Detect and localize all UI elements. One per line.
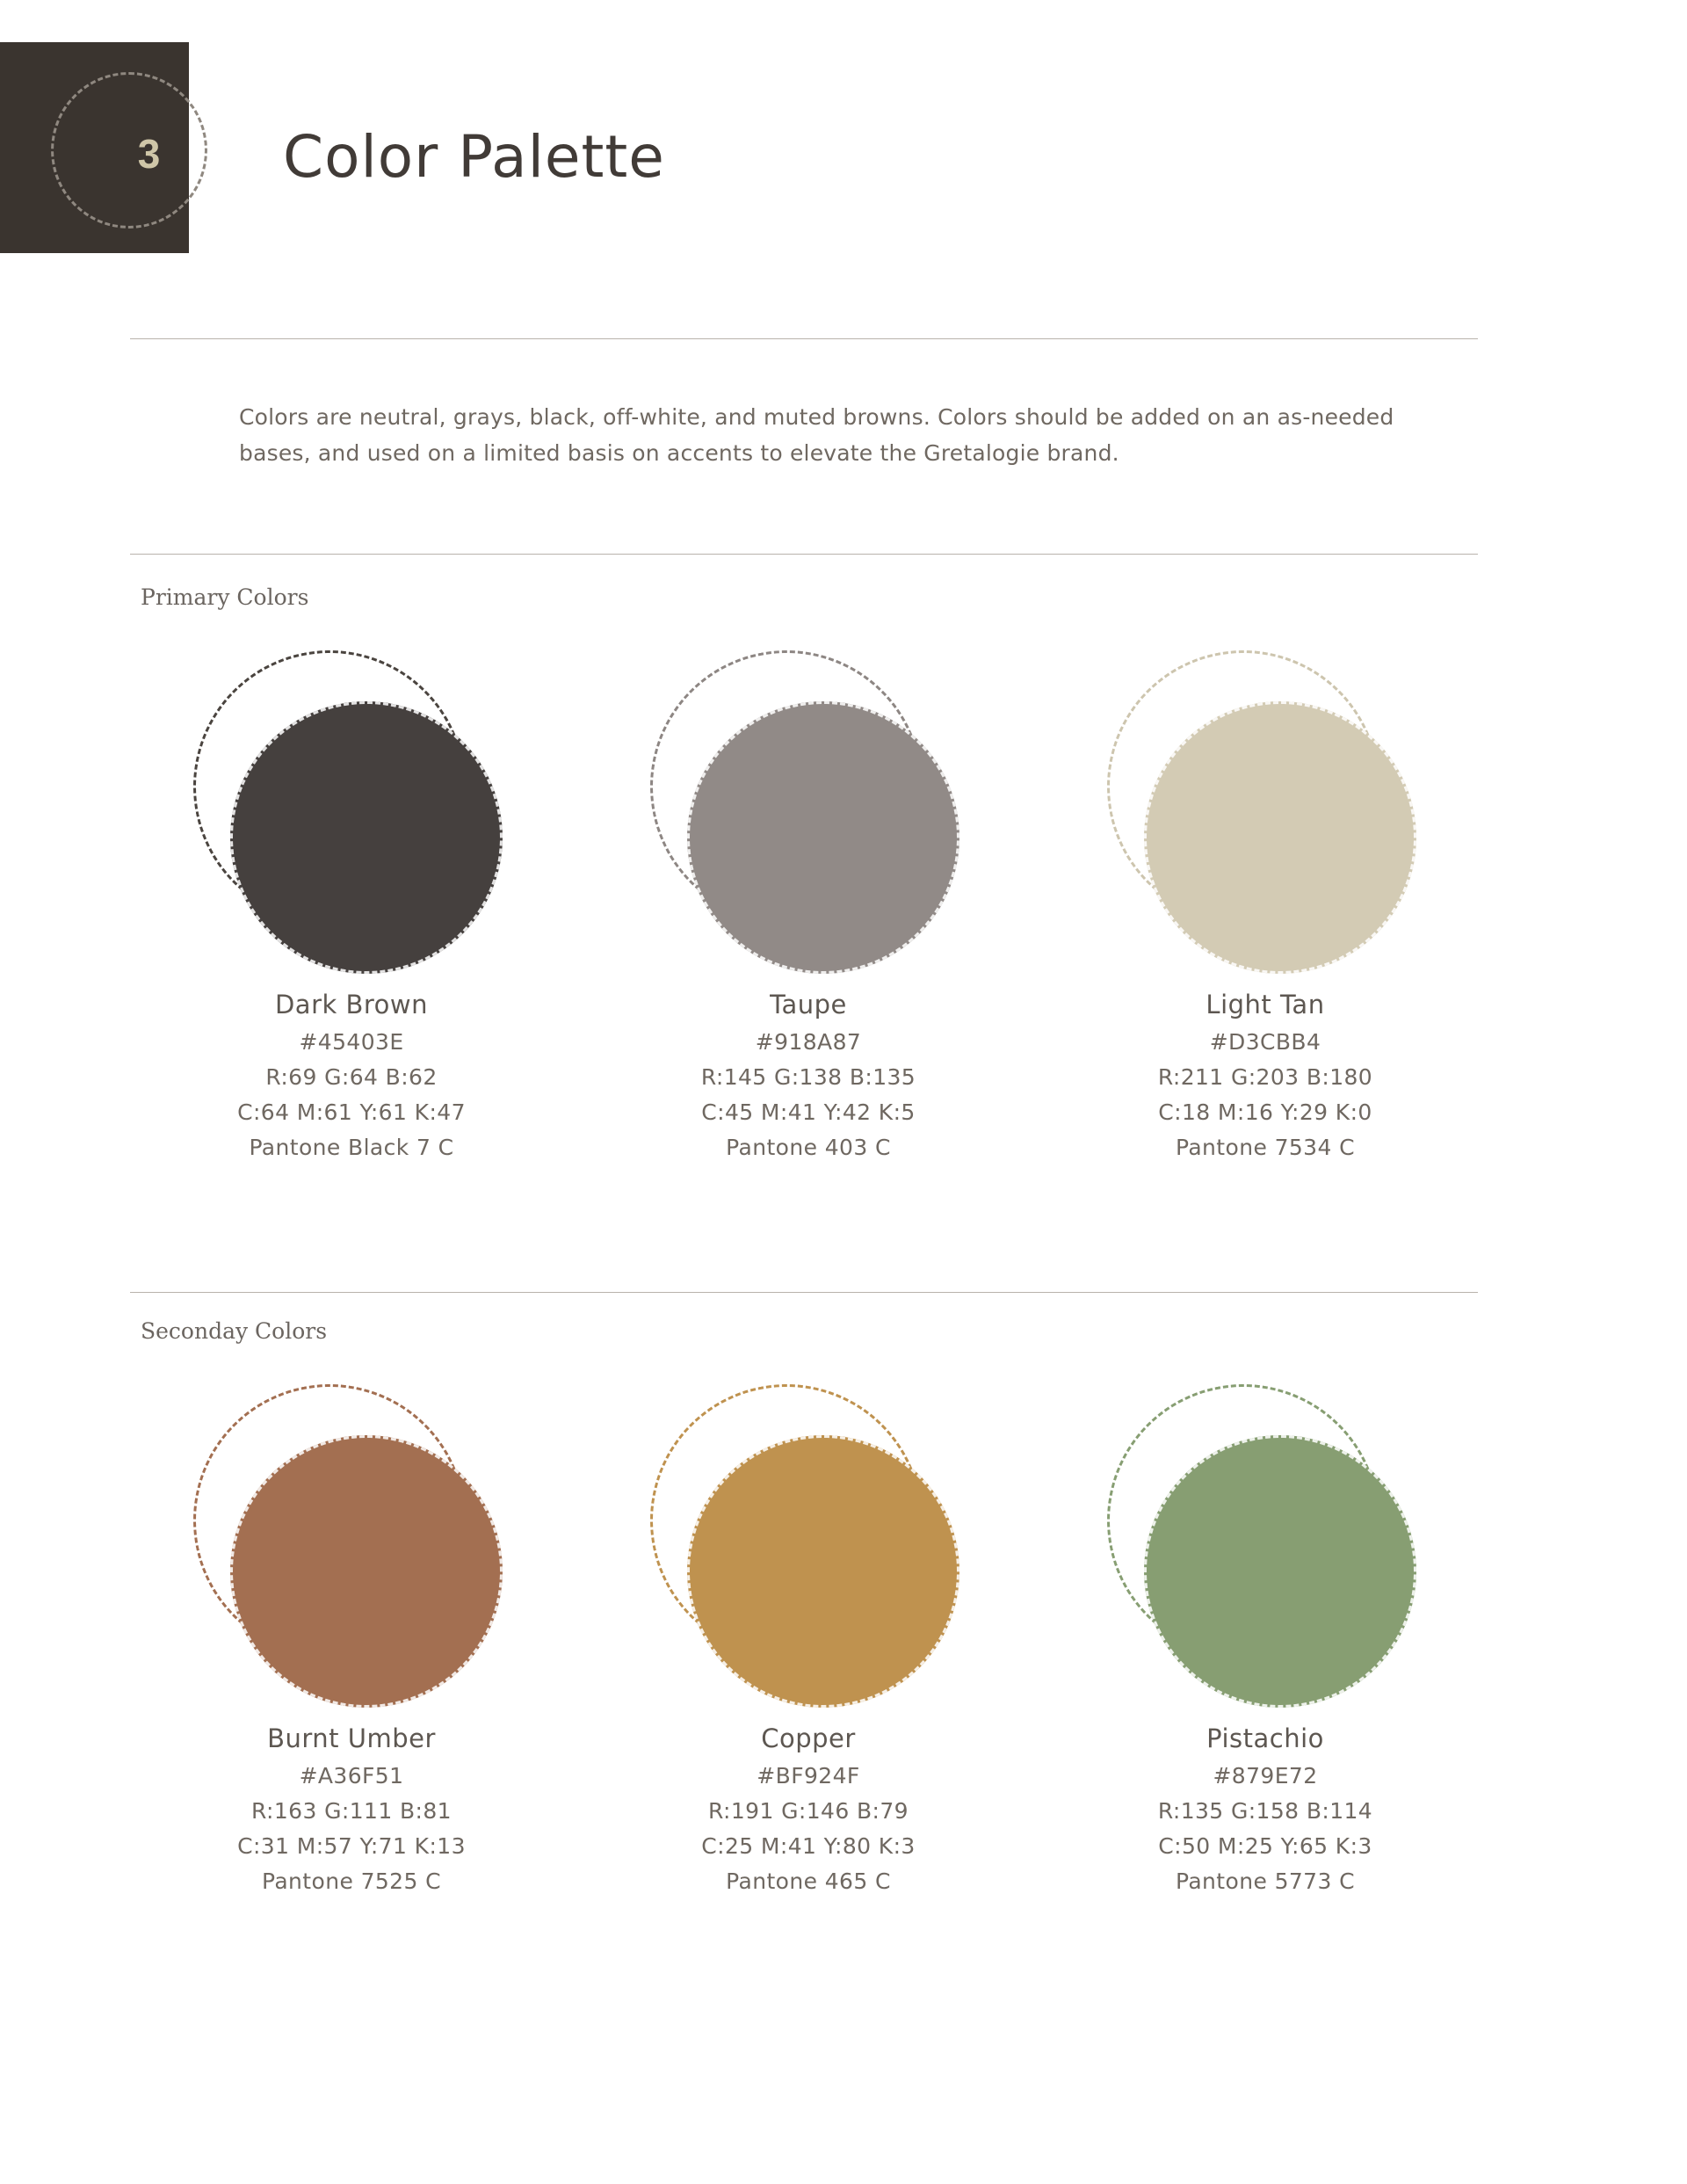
divider-secondary	[130, 1292, 1478, 1293]
color-disc	[1107, 650, 1423, 977]
divider-top	[130, 338, 1478, 339]
swatch-cmyk: C:31 M:57 Y:71 K:13	[237, 1833, 466, 1859]
swatch-pantone: Pantone Black 7 C	[249, 1135, 454, 1160]
divider-primary	[130, 554, 1478, 555]
swatch-dark-brown	[123, 650, 580, 1160]
section-number: 3	[137, 131, 162, 177]
swatch-name: Light Tan	[1206, 990, 1325, 1019]
swatch-cmyk: C:50 M:25 Y:65 K:3	[1158, 1833, 1372, 1859]
swatch-hex: #A36F51	[299, 1763, 404, 1789]
swatch-hex: #918A87	[755, 1029, 862, 1055]
swatch-rgb: R:211 G:203 B:180	[1157, 1064, 1373, 1090]
color-disc	[193, 650, 510, 977]
swatch-hex: #D3CBB4	[1209, 1029, 1321, 1055]
page-header	[0, 0, 1687, 272]
group-heading-secondary: Seconday Colors	[141, 1318, 328, 1344]
swatch-burnt-umber	[123, 1384, 580, 1894]
swatch-name: Taupe	[770, 990, 847, 1019]
color-disc	[650, 1384, 967, 1711]
swatch-rgb: R:145 G:138 B:135	[700, 1064, 916, 1090]
color-disc	[650, 650, 967, 977]
swatch-row-secondary	[123, 1384, 1494, 1894]
swatch-light-tan	[1037, 650, 1494, 1160]
swatch-cmyk: C:45 M:41 Y:42 K:5	[701, 1099, 916, 1125]
swatch-cmyk: C:18 M:16 Y:29 K:0	[1158, 1099, 1372, 1125]
swatch-rgb: R:163 G:111 B:81	[251, 1798, 452, 1824]
color-fill	[230, 701, 503, 974]
color-fill	[687, 701, 959, 974]
swatch-pantone: Pantone 403 C	[726, 1135, 891, 1160]
swatch-pantone: Pantone 5773 C	[1175, 1868, 1355, 1894]
swatch-hex: #879E72	[1213, 1763, 1318, 1789]
page-title: Color Palette	[283, 123, 665, 191]
color-disc	[1107, 1384, 1423, 1711]
swatch-name: Pistachio	[1206, 1723, 1324, 1753]
group-heading-primary: Primary Colors	[141, 584, 309, 610]
swatch-pantone: Pantone 7534 C	[1175, 1135, 1355, 1160]
swatch-rgb: R:191 G:146 B:79	[708, 1798, 909, 1824]
swatch-hex: #45403E	[299, 1029, 404, 1055]
swatch-name: Burnt Umber	[267, 1723, 436, 1753]
swatch-copper	[580, 1384, 1037, 1894]
color-disc	[193, 1384, 510, 1711]
swatch-pantone: Pantone 7525 C	[261, 1868, 441, 1894]
swatch-rgb: R:135 G:158 B:114	[1157, 1798, 1373, 1824]
swatch-row-primary	[123, 650, 1494, 1160]
swatch-pantone: Pantone 465 C	[726, 1868, 891, 1894]
swatch-taupe	[580, 650, 1037, 1160]
swatch-pistachio	[1037, 1384, 1494, 1894]
swatch-rgb: R:69 G:64 B:62	[265, 1064, 438, 1090]
swatch-name: Copper	[761, 1723, 856, 1753]
swatch-cmyk: C:25 M:41 Y:80 K:3	[701, 1833, 916, 1859]
color-fill	[687, 1435, 959, 1708]
swatch-cmyk: C:64 M:61 Y:61 K:47	[237, 1099, 466, 1125]
color-fill	[1144, 701, 1416, 974]
swatch-hex: #BF924F	[757, 1763, 860, 1789]
swatch-name: Dark Brown	[274, 990, 429, 1019]
color-fill	[1144, 1435, 1416, 1708]
color-fill	[230, 1435, 503, 1708]
intro-paragraph: Colors are neutral, grays, black, off-white, and muted browns. Colors should be added on an as-needed bases, and used on a limited basis on accents to elevate the Gretalogie brand.	[239, 404, 1394, 466]
